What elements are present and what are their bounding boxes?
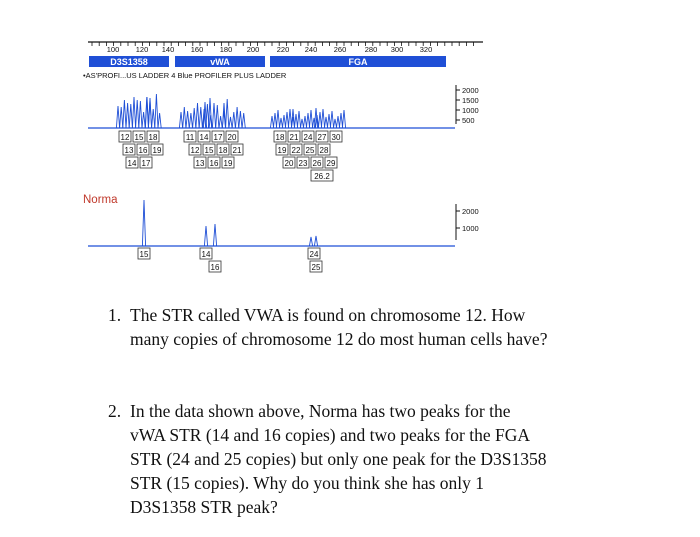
allele-label: 26.2 xyxy=(314,172,330,181)
allele-label: 20 xyxy=(227,133,237,142)
trace-peak xyxy=(239,111,242,128)
trace-peak xyxy=(183,107,186,128)
trace-peak xyxy=(336,116,339,128)
trace-peak xyxy=(242,113,245,128)
allele-label: 14 xyxy=(199,133,209,142)
trace-peak xyxy=(270,116,273,128)
trace-peak xyxy=(342,110,345,128)
trace-peak xyxy=(199,107,202,128)
marker-boxes xyxy=(89,56,446,67)
trace-peak xyxy=(327,114,330,128)
ladder-title: •AS'PROFI...US LADDER 4 Blue PROFILER PLUS LADDER xyxy=(83,71,287,80)
trace-peak xyxy=(297,111,300,128)
question-number: 1. xyxy=(108,305,122,325)
allele-label: 18 xyxy=(218,146,228,155)
trace-peak xyxy=(213,224,216,246)
size-ruler xyxy=(88,42,483,54)
trace-peak xyxy=(219,116,222,128)
question-text xyxy=(130,399,547,519)
trace-peak xyxy=(330,111,333,128)
trace-peak xyxy=(158,113,161,128)
trace-peak xyxy=(276,110,279,128)
question-number: 2. xyxy=(108,401,122,421)
allele-label: 15 xyxy=(139,250,149,259)
ladder-scale-label: 500 xyxy=(462,116,475,125)
allele-label: 17 xyxy=(141,159,151,168)
question-line: In the data shown above, Norma has two peaks for the xyxy=(130,401,511,421)
trace-peak xyxy=(226,99,229,128)
trace-peak xyxy=(216,105,219,128)
question-text xyxy=(130,303,547,351)
trace-peak xyxy=(339,113,342,128)
ruler-tick-label: 300 xyxy=(390,45,404,54)
allele-label: 16 xyxy=(210,263,220,272)
ruler-tick-label: 200 xyxy=(246,45,260,54)
allele-label: 19 xyxy=(223,159,233,168)
ruler-tick-label: 320 xyxy=(419,45,433,54)
marker-label-vwa: vWA xyxy=(210,57,230,67)
trace-peak xyxy=(212,103,215,128)
allele-label: 21 xyxy=(232,146,242,155)
ladder-allele-boxes xyxy=(119,131,342,181)
marker-label-d3s1358: D3S1358 xyxy=(110,57,148,67)
ruler-tick-label: 280 xyxy=(364,45,378,54)
trace-peak xyxy=(132,97,135,128)
trace-peak xyxy=(123,100,126,128)
trace-peak xyxy=(309,237,312,246)
trace-peak xyxy=(196,103,199,128)
ruler-tick-label: 180 xyxy=(219,45,233,54)
allele-label: 18 xyxy=(275,133,285,142)
allele-label: 24 xyxy=(309,250,319,259)
ruler-tick-label: 260 xyxy=(333,45,347,54)
allele-label: 16 xyxy=(138,146,148,155)
trace-peak xyxy=(126,103,129,128)
trace-peak xyxy=(186,111,189,128)
question-line: many copies of chromosome 12 do most human cells have? xyxy=(130,329,548,349)
allele-label: 12 xyxy=(120,133,130,142)
allele-label: 12 xyxy=(190,146,200,155)
trace-peak xyxy=(145,97,148,128)
allele-label: 30 xyxy=(331,133,341,142)
allele-label: 19 xyxy=(277,146,287,155)
allele-label: 24 xyxy=(303,133,313,142)
trace-peak xyxy=(179,112,182,128)
allele-label: 19 xyxy=(152,146,162,155)
ladder-scale-label: 1000 xyxy=(462,106,479,115)
ruler-tick-label: 140 xyxy=(161,45,175,54)
trace-peak xyxy=(288,109,291,128)
trace-peak xyxy=(193,108,196,128)
question-line: STR (15 copies). Why do you think she has only 1 xyxy=(130,473,485,493)
allele-label: 15 xyxy=(204,146,214,155)
trace-peak xyxy=(229,117,232,128)
trace-peak xyxy=(136,100,139,128)
allele-label: 11 xyxy=(185,133,195,142)
sample-label-norma: Norma xyxy=(83,194,118,206)
allele-label: 14 xyxy=(127,159,137,168)
norma-scale xyxy=(456,204,479,240)
allele-label: 13 xyxy=(124,146,134,155)
allele-label: 27 xyxy=(317,133,327,142)
trace-peak xyxy=(303,116,306,128)
question-line: The STR called VWA is found on chromosome 12. How xyxy=(130,305,526,325)
allele-label: 25 xyxy=(311,263,321,272)
allele-label: 21 xyxy=(289,133,299,142)
trace-peak xyxy=(282,115,285,128)
trace-peak xyxy=(129,104,132,128)
trace-peak xyxy=(120,107,123,128)
question-line: vWA STR (14 and 16 copies) and two peaks for the FGA xyxy=(130,425,531,445)
question-2 xyxy=(108,399,688,524)
trace-peak xyxy=(142,200,145,246)
allele-label: 15 xyxy=(134,133,144,142)
question-1 xyxy=(108,303,688,353)
trace-peak xyxy=(204,226,207,246)
allele-label: 13 xyxy=(195,159,205,168)
allele-label: 18 xyxy=(148,133,158,142)
ruler-tick-label: 100 xyxy=(106,45,120,54)
allele-label: 25 xyxy=(305,146,315,155)
ladder-scale xyxy=(456,85,479,125)
trace-peak xyxy=(324,117,327,128)
trace-peak xyxy=(189,113,192,128)
norma-trace xyxy=(88,200,455,246)
allele-label: 23 xyxy=(298,159,308,168)
ruler-tick-label: 220 xyxy=(276,45,290,54)
ruler-tick-label: 240 xyxy=(304,45,318,54)
ladder-scale-label: 2000 xyxy=(462,86,479,95)
trace-peak xyxy=(279,118,282,128)
trace-peak xyxy=(236,107,239,128)
ruler-tick-label: 160 xyxy=(190,45,204,54)
trace-peak xyxy=(309,110,312,128)
trace-peak xyxy=(321,109,324,128)
allele-label: 26 xyxy=(312,159,322,168)
allele-label: 17 xyxy=(213,133,223,142)
question-line: STR (24 and 25 copies) but only one peak for the D3S1358 xyxy=(130,449,547,469)
trace-peak xyxy=(155,94,158,128)
ladder-peaks xyxy=(116,94,345,128)
trace-peak xyxy=(148,100,151,128)
trace-peak xyxy=(318,112,321,128)
allele-label: 28 xyxy=(319,146,329,155)
trace-peak xyxy=(142,112,145,128)
marker-label-fga: FGA xyxy=(348,57,368,67)
trace-peak xyxy=(314,236,317,246)
allele-label: 20 xyxy=(284,159,294,168)
trace-peak xyxy=(285,112,288,128)
norma-scale-label: 2000 xyxy=(462,207,479,216)
norma-allele-boxes xyxy=(138,248,322,272)
norma-peaks xyxy=(142,200,317,246)
trace-peak xyxy=(306,113,309,128)
ladder-scale-label: 1500 xyxy=(462,96,479,105)
trace-peak xyxy=(116,106,119,128)
trace-peak xyxy=(300,119,303,128)
ruler-tick-labels xyxy=(107,45,433,54)
ruler-tick-label: 120 xyxy=(135,45,149,54)
question-line: D3S1358 STR peak? xyxy=(130,497,278,517)
ladder-trace xyxy=(88,94,455,128)
allele-label: 22 xyxy=(291,146,301,155)
allele-label: 14 xyxy=(201,250,211,259)
allele-label: 16 xyxy=(209,159,219,168)
norma-scale-label: 1000 xyxy=(462,224,479,233)
trace-peak xyxy=(139,101,142,128)
trace-peak xyxy=(294,114,297,128)
allele-label: 29 xyxy=(326,159,336,168)
trace-peak xyxy=(333,119,336,128)
trace-peak xyxy=(273,113,276,128)
trace-peak xyxy=(152,109,155,128)
trace-peak xyxy=(232,112,235,128)
